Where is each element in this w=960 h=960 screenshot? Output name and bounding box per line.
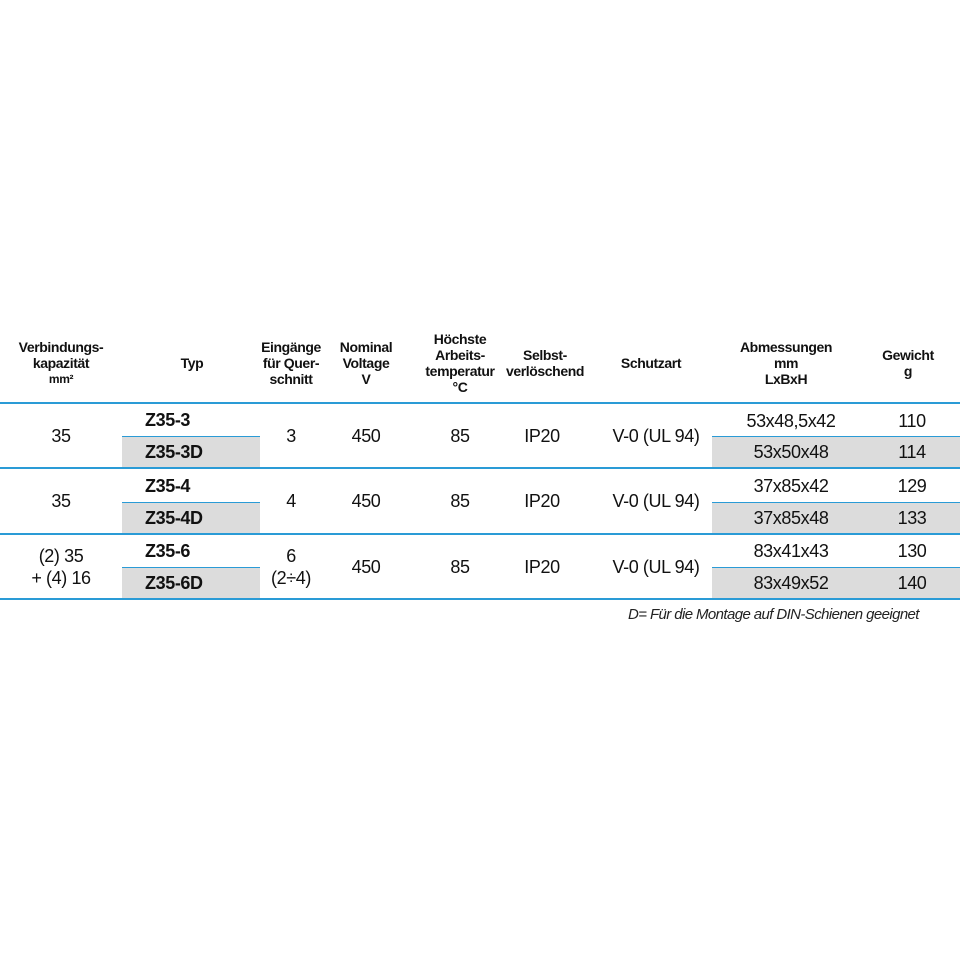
cell-ip: IP20 [524,425,560,446]
cell-temperatur: 85 [450,491,470,511]
header-eingaenge: Eingänge für Quer- schnitt [261,339,321,387]
cell-typ: Z35-3D [145,441,203,462]
cell-gewicht: 130 [897,541,927,561]
header-temperatur: Höchste Arbeits- temperatur °C [425,331,495,395]
cell-typ: Z35-3 [145,409,191,430]
cell-gewicht: 129 [897,476,927,496]
cell-ul: V-0 (UL 94) [612,556,700,577]
cell-gewicht: 140 [897,573,927,593]
cell-kapazitaet: (2) 35 + (4) 16 [31,545,91,588]
cell-eingaenge: 4 [286,491,296,511]
cell-ip: IP20 [524,491,560,511]
cell-typ: Z35-6 [145,540,191,561]
cell-voltage: 450 [351,425,381,446]
header-schutzart: Schutzart [620,355,682,371]
cell-gewicht: 114 [898,442,926,462]
cell-abmessungen: 37x85x48 [753,508,829,528]
cell-temperatur: 85 [450,556,470,577]
cell-ip: IP20 [524,556,560,577]
cell-abmessungen: 53x50x48 [753,442,829,462]
cell-voltage: 450 [351,556,381,577]
header-typ: Typ [180,355,204,371]
cell-abmessungen: 83x49x52 [753,573,829,593]
cell-temperatur: 85 [450,425,470,446]
cell-typ: Z35-4D [145,507,203,528]
cell-abmessungen: 37x85x42 [753,476,829,496]
cell-ul: V-0 (UL 94) [612,425,700,446]
cell-voltage: 450 [351,491,381,511]
cell-typ: Z35-6D [145,572,203,593]
cell-abmessungen: 83x41x43 [753,541,829,561]
header-abmessungen: Abmessungen mm LxBxH [739,339,833,387]
header-selbstverloeschend: Selbst- verlöschend [505,347,585,379]
header-kapazitaet: Verbindungs- kapazität mm² [18,339,104,386]
cell-eingaenge: 3 [286,425,296,446]
cell-gewicht: 110 [898,410,926,431]
cell-ul: V-0 (UL 94) [612,491,700,511]
footnote: D= Für die Montage auf DIN-Schienen geeignet [628,606,919,623]
header-voltage: Nominal Voltage V [339,339,393,387]
cell-eingaenge: 6 (2÷4) [271,545,311,588]
header-gewicht: Gewicht g [882,347,934,379]
cell-kapazitaet: 35 [51,491,71,511]
cell-abmessungen: 53x48,5x42 [746,410,836,431]
cell-kapazitaet: 35 [51,425,71,446]
cell-gewicht: 133 [897,508,927,528]
cell-typ: Z35-4 [145,475,191,496]
divider-group-3 [0,598,960,600]
